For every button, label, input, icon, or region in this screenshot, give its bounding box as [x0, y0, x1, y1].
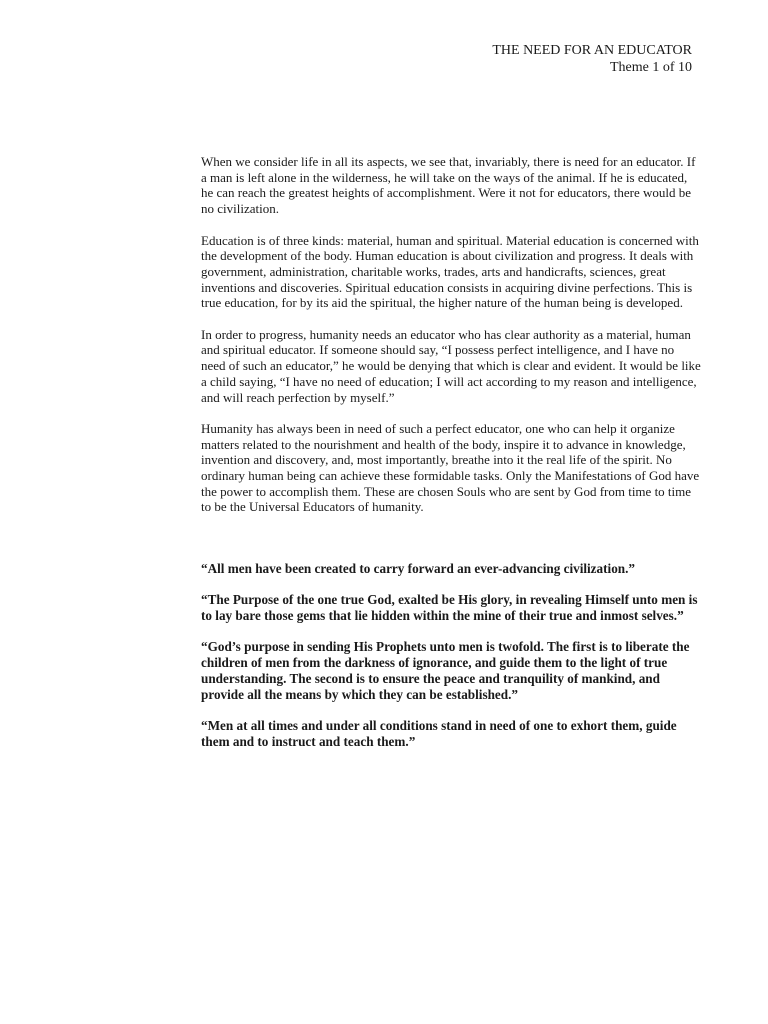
quotation: “The Purpose of the one true God, exalted be His glory, in revealing Himself unto men is to lay bare those gems that lie hidden within the mine of their true and inmost selves.” — [201, 592, 698, 623]
quotations — [201, 561, 701, 765]
body-text — [201, 154, 701, 531]
quotation: “God’s purpose in sending His Prophets unto men is twofold. The first is to liberate the children of men from the darkness of ignorance, and guide them to the light of true understanding. The second is to ensure the peace and tranquility of mankind, and provide all the means by which they can be established.” — [201, 639, 690, 702]
paragraph: Humanity has always been in need of such a perfect educator, one who can help it organize matters related to the nourishment and health of the body, inspire it to advance in knowledge, invention and discovery, and, most importantly, breathe into it the real life of the spirit. No ordinary human being can achieve these formidable tasks. Only the Manifestations of God have the power to accomplish them. These are chosen Souls who are sent by God from time to time to be the Universal Educators of humanity. — [201, 420, 700, 515]
quotation: “Men at all times and under all conditions stand in need of one to exhort them, guide them and to instruct and teach them.” — [201, 718, 677, 749]
paragraph: Education is of three kinds: material, human and spiritual. Material education is concerned with the development of the body. Human education is about civilization and progress. It deals with government, administration, charitable works, trades, arts and handicrafts, sciences, great inventions and discoveries. Spiritual education consists in acquiring divine perfections. This is true education, for by its aid the spiritual, the higher nature of the human being is developed. — [201, 232, 699, 311]
paragraph: In order to progress, humanity needs an educator who has clear authority as a material, human and spiritual educator. If someone should say, “I possess perfect intelligence, and I have no need of such an educator,” he would be denying that which is clear and evident. It would be like a child saying, “I have no need of education; I will act according to my reason and intelligence, and will reach perfection by myself.” — [201, 326, 701, 405]
paragraph: When we consider life in all its aspects, we see that, invariably, there is need for an educator. If a man is left alone in the wilderness, he will take on the ways of the animal. If he is educated, he can reach the greatest heights of accomplishment. Were it not for educators, there would be no civilization. — [201, 154, 696, 217]
quotation: “All men have been created to carry forward an ever-advancing civilization.” — [201, 561, 636, 576]
page-header — [492, 42, 692, 76]
document-title: THE NEED FOR AN EDUCATOR — [492, 43, 692, 58]
theme-number: Theme 1 of 10 — [609, 60, 692, 75]
